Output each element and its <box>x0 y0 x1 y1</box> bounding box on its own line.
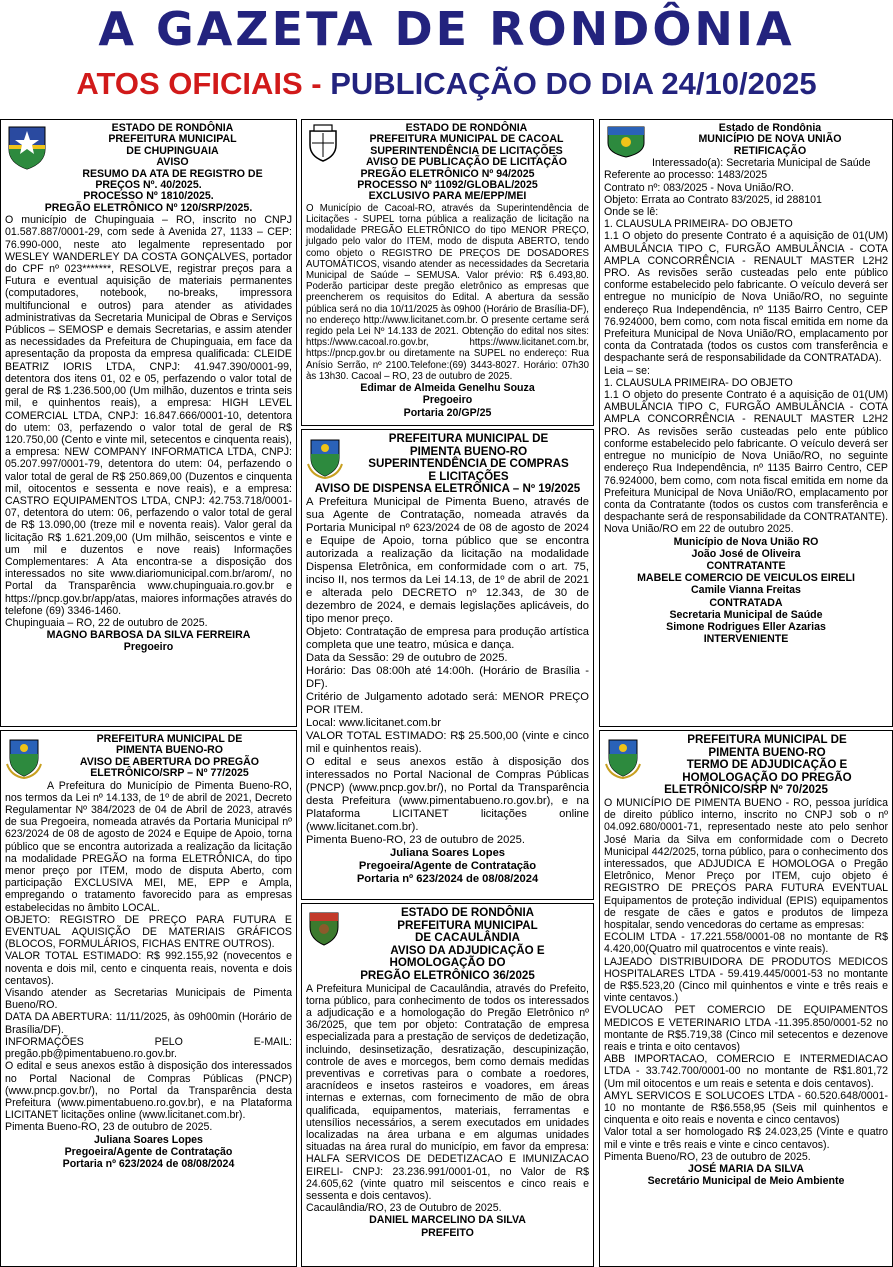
pimenta-dispensa-signature-portaria: Portaria nº 623/2024 de 08/08/2024 <box>356 872 539 885</box>
cacoal-header-1: ESTADO DE RONDÔNIA <box>405 122 528 134</box>
chupinguaia-header-3: DE CHUPINGUAIA <box>126 144 219 157</box>
nova-uniao-clause-title-2: 1. CLAUSULA PRIMEIRA- DO OBJETO <box>604 376 793 389</box>
cacoal-header-4: AVISO DE PUBLICAÇÃO DE LICITAÇÃO <box>366 156 567 169</box>
nova-uniao-sig-7: Secretaria Municipal de Saúde <box>669 608 823 621</box>
pimenta-termo-para-6: AMYL SERVICOS E SOLUCOES LTDA - 60.520.648/0001-10 no montante de R$6.558,95 (Seis mil quinhentos e cinquenta e oito reais e noventa e cinco centavos) <box>604 1089 888 1127</box>
pimenta-pregao-para-5: DATA DA ABERTURA: 11/11/2025, às 09h00min (Horário de Brasília/DF). <box>5 1011 292 1036</box>
pimenta-termo-header-2: PIMENTA BUENO-RO <box>708 745 826 759</box>
nova-uniao-header-1: Estado de Rondônia <box>718 122 822 134</box>
pimenta-dispensa-para-2: Objeto: Contratação de empresa para produção artística completa que une teatro, música e dança. <box>306 625 589 651</box>
pimenta-pregao-signature-role: Pregoeira/Agente de Contratação <box>64 1145 233 1158</box>
nova-uniao-clause-title: 1. CLAUSULA PRIMEIRA- DO OBJETO <box>604 218 793 231</box>
pimenta-bueno-coat-of-arms-icon <box>5 734 43 780</box>
cacoal-header-6: PROCESSO Nº 11092/GLOBAL/2025 <box>357 179 538 192</box>
chupinguaia-signature-role: Pregoeiro <box>123 641 174 654</box>
pimenta-termo-para-8: Pimenta Bueno/RO, 23 de outubro de 2025. <box>604 1150 811 1163</box>
nova-uniao-line-4: Objeto: Errata ao Contrato 83/2025, id 288101 <box>604 193 822 206</box>
pimenta-dispensa-para-7: VALOR TOTAL ESTIMADO: R$ 25.500,00 (vinte e cinco mil e quinhentos reais). <box>306 729 589 755</box>
pimenta-termo-signature-role: Secretário Municipal de Meio Ambiente <box>647 1175 845 1188</box>
pimenta-pregao-para-4: Visando atender as Secretarias Municipais de Pimenta Bueno/RO. <box>5 987 292 1012</box>
nova-uniao-line-5: Onde se lê: <box>604 206 659 219</box>
nova-uniao-clause-text-2: 1.1 O objeto do presente Contrato é a aquisição de 01(UM) AMBULÂNCIA TIPO C, FURGÃO AMBULÂNCIA - COTA AMPLA CONCORRÊNCIA - RENAULT MASTER L2H2 PRO. As revisões serão custeadas pelo ente público conforme estabelecido pelo fabricante. O veículo deverá ser entregue no município de Nova União/RO, no seguinte endereço Rua Independência, nº 1135 Bairro Centro, CEP 76.924000, bem como, com nota fiscal emitida em nome da Prefeitura Municipal de Nova União/RO, emplacamento por conta da Contratante (todos os custos com transferência e despachante será de responsabilidade da CONTRATANTE). <box>604 389 889 524</box>
cacaulandia-header-3: DE CACAULÂNDIA <box>415 931 520 945</box>
pimenta-dispensa-header-2: PIMENTA BUENO-RO <box>409 444 528 458</box>
chupinguaia-header-5: RESUMO DA ATA DE REGISTRO DE <box>82 167 263 180</box>
cacoal-signature-name: Edimar de Almeida Genelhu Souza <box>360 382 535 395</box>
cacoal-signature-role: Pregoeiro <box>422 394 473 407</box>
cacaulandia-body: A Prefeitura Municipal de Cacaulândia, através do Prefeito, torna público, para conhecimento de todos os interessados a adjudicação e a homologação do Pregão Eletrônico nº 36/2025, que tem por objeto: Contratação de empresa especializada para a prestação de serviços de dedetização, incluindo, desinsetização, desratização, descupinização, controle de aves e morcegos, bem como demais medidas preventivas e corretivas para o combate a roedores, aracnídeos e insetos rasteiros e voadores, em áreas internas e externas, com fornecimento de mão de obra qualificada, equipamentos, materiais, ferramentas e utensílios necessários, a serem executados em unidades localizadas na área urbana e em algumas unidades situadas na área rural do município, em favor da empresa: HALFA SERVICOS DE DEDETIZACAO E IMUNIZACAO EIRELI- CNPJ: 23.236.991/0001-01, no Valor de R$ 24.605,62 (vinte quatro mil seiscentos e cinco reais e sessenta e dois centavos). <box>306 982 589 1203</box>
nova-uniao-header-3: RETIFICAÇÃO <box>733 144 807 157</box>
pimenta-dispensa-header-5: AVISO DE DISPENSA ELETRÔNICA – Nº 19/2025 <box>314 482 581 496</box>
pimenta-termo-header-4: HOMOLOGAÇÃO DO PREGÃO <box>682 770 852 784</box>
pimenta-termo-header-3: TERMO DE ADJUDICAÇÃO E <box>686 758 848 772</box>
nova-uniao-clause-text: 1.1 O objeto do presente Contrato é a aquisição de 01(UM) AMBULÂNCIA TIPO C, FURGÃO AMBULÂNCIA - COTA AMPLA CONCORRÊNCIA - RENAULT MASTER L2H2 PRO. As revisões serão custeadas pelo ente público conforme estabelecido pelo fabricante. O veículo deverá ser entregue no município de Nova União/RO, no seguinte endereço Rua Independência, nº 1135 Bairro Centro, CEP 76.924000, bem como, com nota fiscal emitida em nome da Prefeitura Municipal de Nova União/RO, emplacamento por conta da Contratada (todos os custos com transferência e despachante será de responsabilidade da CONTRATADA). <box>604 230 888 365</box>
cacaulandia-header-4: AVISO DA ADJUDICAÇÃO E HOMOLOGAÇÃO DO <box>389 943 545 970</box>
publication-date-label: PUBLICAÇÃO DO DIA 24/10/2025 <box>330 66 817 101</box>
pimenta-pregao-para-1: A Prefeitura do Município de Pimenta Bueno-RO, nos termos da Lei nº 14.133, de 1º de abril de 2021, Decreto Regulamentar Nº 384/2023 de 04 de Abril de 2023, através de sua Pregoeira, nomeada através da Portaria Municipal nº 623/2024 de 08 de agosto de 2024 e Equipe de Apoio, torna público que se encontra autorizada a realização da licitação na modalidade PREGÃO na forma ELETRÔNICA, do tipo menor preço por ITEM, modo de disputa Aberto, com participação EXCLUSIVA MEI, ME, EPP e Ampla, empregando o tratamento favorecido para as empresas estabelecidas no âmbito LOCAL. <box>5 779 292 914</box>
chupinguaia-signature-name: MAGNO BARBOSA DA SILVA FERREIRA <box>46 629 251 642</box>
cacoal-header-3: SUPERINTENDÊNCIA DE LICITAÇÕES <box>370 144 563 157</box>
cacaulandia-header-5: PREGÃO ELETRÔNICO 36/2025 <box>360 968 535 982</box>
pimenta-pregao-signature-name: Juliana Soares Lopes <box>94 1133 203 1146</box>
rondonia-star-emblem-icon <box>5 123 49 171</box>
pimenta-dispensa-para-8: O edital e seus anexos estão à disposição dos interessados no Portal Nacional de Compras Públicas (PNCP) (www.pncp.gov.br/), no Portal da Transparência desta Prefeitura (www.pimentabueno.ro.gov.br), e na Plataforma LICITANET licitações online (www.licitanet.com.br). <box>306 755 589 833</box>
nova-uniao-leia: Leia – se: <box>604 364 650 377</box>
notice-pimenta-dispensa <box>301 429 594 900</box>
chupinguaia-header-6: PREÇOS Nº. 40/2025. <box>95 179 202 192</box>
chupinguaia-header-2: PREFEITURA MUNICIPAL <box>108 133 237 146</box>
cacaulandia-header-2: PREFEITURA MUNICIPAL <box>397 918 538 932</box>
cacoal-header-5: PREGÃO ELETRÔNICO Nº 94/2025 <box>360 167 535 180</box>
cacoal-header-2: PREFEITURA MUNICIPAL DE CACOAL <box>369 133 564 146</box>
cacoal-signature-portaria: Portaria 20/GP/25 <box>403 406 492 419</box>
nova-uniao-line-1: Interessado(a): Secretaria Municipal de Saúde <box>652 157 871 170</box>
nova-uniao-coat-of-arms-icon <box>604 123 648 159</box>
edition-subtitle <box>0 66 893 102</box>
notice-pimenta-pregao <box>0 730 297 1267</box>
nova-uniao-sig-1: Município de Nova União RO <box>673 535 819 548</box>
chupinguaia-body: O município de Chupinguaia – RO, inscrito no CNPJ 01.587.887/0001-29, com sede à Avenida 27, 1133 – CEP: 76.990-000, neste ato legalmente representado por WESLEY WANDERLEY DA COSTA GONÇALVES, portador do CPF nº 023*******, RESOLVE, registrar preços para a Futura e eventual aquisição de materiais permanentes (computadores, notebook, no-breaks, impressora multifuncional e outros) para atender as atividades administrativas da Secretaria Municipal de Obras e Serviços Públicos – SEMOSP e demais Secretarias, e assim atender as necessidades da Prefeitura de Chupinguaia, em face da apresentação da proposta da empresa qualificada: CLEIDE BEATRIZ IORIS LTDA, CNPJ: 41.947.390/0001-99, detentora dos itens 01, 02 e 05, perfazendo o valor total de geral de R$ 1.236.500,00 (Um milhão, duzentos e trinta seis mil, e quinhentos reais), a empresa: HIGH LEVEL COMERCIAL LTDA, CNPJ: 16.847.666/0001-10, detentora do utem: 03, perfazendo o valor total de geral de R$ 120.750,00 (Cento e vinte mil, setecentos e cinquenta reais), a empresa: NEW COMPANY INFORMATICA LTDA, CNPJ: 05.207.997/0001-79, detentora do utem: 04, perfazendo o valor total de geral de R$ 250.869,00 (Duzentos e cinquenta mil, oitocentos e sessenta e nove reais), e a empresa: CASTRO EQUIPAMENTOS LTDA, CNPJ: 42.753.718/0001-07, detentora do utem: 06, perfazendo o valor total de geral de R$ 13.090,00 (treze mil e noventa reais). Valor geral da licitação R$ 1.621.209,00 (Um milhão, seiscentos e vinte e um mil e duzentos e nove reais) Informações Complementares: A Ata encontra-se a disposição dos interessados no site www.diariomunicipal.com.br/arom/, no Portal da Transparência www.chupinguaia.ro.gov.br e https://pncp.gov.br/app/atas, maiores informações através do telefone (69) 3346-1460. <box>5 214 292 617</box>
pimenta-termo-para-1: O MUNICÍPIO DE PIMENTA BUENO - RO, pessoa jurídica de direito público interno, inscrito no CNPJ sob o nº 04.092.680/0001-71, representado neste ato pelo senhor José Maria da Silva em conformidade com o Decreto Municipal 442/2025, torna público, para o conhecimento dos interessados, que ADJUDICA E HOMOLOGA o Pregão Eletrônico, Menor Preço por ITEM, cujo objeto é REGISTRO DE PREÇOS PARA FUTURA EVENTUAL Equipamentos de proteção individual (EPIS) equipamentos de resgate de cães e gatos e produtos de limpeza hospitalar, sendo vencedoras do certame as empresas: <box>604 796 888 931</box>
pimenta-dispensa-para-9: Pimenta Bueno-RO, 23 de outubro de 2025. <box>306 833 525 846</box>
pimenta-dispensa-para-5: Critério de Julgamento adotado será: MENOR PREÇO POR ITEM. <box>306 690 589 716</box>
pimenta-dispensa-para-4: Horário: Das 08:00h até 14:00h. (Horário de Brasília - DF). <box>306 664 589 690</box>
nova-uniao-sig-6: CONTRATADA <box>709 596 783 609</box>
pimenta-termo-header-5: ELETRÔNICO/SRP Nº 70/2025 <box>664 783 828 797</box>
pimenta-termo-signature-name: JOSÉ MARIA DA SILVA <box>688 1163 804 1176</box>
cacoal-coat-of-arms-icon <box>306 123 340 163</box>
newspaper-title: A GAZETA DE RONDÔNIA <box>98 2 795 56</box>
pimenta-pregao-para-2: OBJETO: REGISTRO DE PREÇO PARA FUTURA E EVENTUAL AQUISIÇÃO DE MATERIAIS GRÁFICOS (BLOCOS, FORMULÁRIOS, FICHAS ENTRE OUTROS). <box>5 913 292 951</box>
cacaulandia-signature-name: DANIEL MARCELINO DA SILVA <box>369 1214 526 1227</box>
notice-chupinguaia <box>0 119 297 727</box>
pimenta-dispensa-signature-role: Pregoeira/Agente de Contratação <box>358 859 537 872</box>
nova-uniao-header-2: MUNICÍPIO DE NOVA UNIÃO <box>698 133 842 146</box>
notice-cacaulandia <box>301 903 594 1267</box>
masthead <box>0 0 893 118</box>
pimenta-pregao-header-3: AVISO DE ABERTURA DO PREGÃO <box>79 755 260 768</box>
nova-uniao-sig-5: Camile Vianna Freitas <box>691 584 801 597</box>
nova-uniao-date: Nova União/RO em 22 de outubro 2025. <box>604 523 794 536</box>
chupinguaia-header-7: PROCESSO Nº 1810/2025. <box>83 190 214 203</box>
nova-uniao-sig-9: INTERVENIENTE <box>703 633 789 646</box>
chupinguaia-header-1: ESTADO DE RONDÔNIA <box>111 122 234 134</box>
pimenta-dispensa-header-1: PREFEITURA MUNICIPAL DE <box>388 432 549 445</box>
pimenta-pregao-para-6: INFORMAÇÕES PELO E-MAIL: pregão.pb@pimentabueno.ro.gov.br. <box>5 1035 292 1061</box>
pimenta-termo-header-1: PREFEITURA MUNICIPAL DE <box>687 733 847 746</box>
pimenta-dispensa-header-4: E LICITAÇÕES <box>428 469 509 483</box>
pimenta-pregao-para-8: Pimenta Bueno-RO, 23 de outubro de 2025. <box>5 1121 213 1134</box>
pimenta-pregao-signature-portaria: Portaria nº 623/2024 de 08/08/2024 <box>62 1157 235 1170</box>
pimenta-pregao-header-4: ELETRÔNICO/SRP – Nº 77/2025 <box>90 767 249 780</box>
cacaulandia-coat-of-arms-icon <box>306 907 342 947</box>
nova-uniao-sig-8: Simone Rodrigues Eller Azarias <box>666 620 826 633</box>
notice-pimenta-termo <box>599 730 893 1267</box>
notice-cacoal <box>301 119 594 426</box>
cacaulandia-date: Cacaulândia/RO, 23 de Outubro de 2025. <box>306 1202 502 1215</box>
pimenta-bueno-coat-of-arms-icon <box>306 433 344 481</box>
cacoal-body: O Município de Cacoal-RO, através da Superintendência de Licitações - SUPEL torna pública a realização de licitação na modalidade PREGÃO ELETRÔNICO do tipo MENOR PREÇO, julgado pelo valor do ITEM, modo de disputa ABERTO, tendo como objeto o REGISTRO DE PREÇOS DE DOSADORES AUTOMÁTICOS, visando atender as necessidades da Secretaria Municipal de Saúde – SEMUSA. Valor prévio: R$ 6.493,80. Poderão participar deste pregão eletrônico as empresas que preencherem os requisitos do Edital. A abertura da sessão pública será no dia 10/11/2025 às 09h00 (Horário de Brasília-DF), no endereço http://www.licitanet.com.br. O presente certame será regido pela Lei Nº 14.133 de 2021. Obtenção do edital nos sites: https://www.cacoal.ro.gov.br, https://www.licitanet.com.br, https://pncp.gov.br ou diretamente na SUPEL no endereço: Rua Anísio Serrão, nº 2100.Telefone:(69) 3443-8027. Horário: 07h30 às 13h30. Cacoal – RO, 23 de outubro de 2025. <box>306 202 589 382</box>
nova-uniao-line-3: Contrato nº: 083/2025 - Nova União/RO. <box>604 181 794 194</box>
chupinguaia-date: Chupinguaia – RO, 22 de outubro de 2025. <box>5 616 208 629</box>
pimenta-pregao-para-3: VALOR TOTAL ESTIMADO: R$ 992.155,92 (novecentos e noventa e dois mil, cento e cinquenta reais, noventa e dois centavos). <box>5 950 292 987</box>
pimenta-termo-para-3: LAJEADO DISTRIBUIDORA DE PRODUTOS MEDICOS HOSPITALARES LTDA - 59.419.445/0001-53 no montante de R$5.523,20 (Cinco mil quinhentos e vinte e três reais e vinte centavos.) <box>604 955 888 1005</box>
pimenta-termo-para-2: ECOLIM LTDA - 17.221.558/0001-08 no montante de R$ 4.420,00(Quatro mil quatrocentos e vinte reais). <box>604 931 888 956</box>
notice-nova-uniao <box>599 119 893 727</box>
pimenta-dispensa-signature-name: Juliana Soares Lopes <box>389 846 506 859</box>
cacaulandia-header-1: ESTADO DE RONDÔNIA <box>400 906 535 919</box>
pimenta-dispensa-header-3: SUPERINTENDÊNCIA DE COMPRAS <box>368 457 569 471</box>
pimenta-dispensa-para-1: A Prefeitura Municipal de Pimenta Bueno, através de sua Agente de Contratação, nomeada através da Portaria Municipal nº 623/2024 de 08 de agosto de 2024 e Equipe de Apoio, torna público que se encontra autorizada a realização da licitação na modalidade Dispensa Eletrônica, em conformidade com o art. 75, inciso II, nos termos da Lei 14.13, de 1º de abril de 2021 e alterada pelo DECRETO nº 12.343, de 30 de dezembro de 2024, e demais legislações aplicáveis, do tipo menor preço. <box>306 495 589 625</box>
chupinguaia-header-4: AVISO <box>156 156 189 169</box>
cacaulandia-signature-role: PREFEITO <box>421 1226 474 1239</box>
pimenta-pregao-para-7: O edital e seus anexos estão à disposição dos interessados no Portal Nacional de Compras Públicas (PNCP) (www.pncp.gov.br/), no Portal da Transparência desta Prefeitura (www.pimentabueno.ro.gov.br), e na Plataforma LICITANET licitações online (www.licitanet.com.br). <box>5 1060 292 1122</box>
pimenta-termo-para-4: EVOLUCAO PET COMERCIO DE EQUIPAMENTOS MEDICOS E VETERINARIO LTDA -11.395.850/0001-52 no montante de R$5.719,38 (Cinco mil setecentos e dezenove reais e trinta e oito centavos) <box>604 1004 888 1054</box>
nova-uniao-sig-3: CONTRATANTE <box>706 559 786 572</box>
cacoal-header-7: EXCLUSIVO PARA ME/EPP/MEI <box>368 190 527 203</box>
pimenta-dispensa-para-6: Local: www.licitanet.com.br <box>306 716 441 729</box>
nova-uniao-line-2: Referente ao processo: 1483/2025 <box>604 169 768 182</box>
pimenta-termo-para-7: Valor total a ser homologado R$ 24.023,25 (Vinte e quatro mil e vinte e três reais e vinte e cinco centavos). <box>604 1126 888 1151</box>
subtitle-separator: - <box>302 66 331 101</box>
pimenta-pregao-header-1: PREFEITURA MUNICIPAL DE <box>96 733 243 745</box>
chupinguaia-header-8: PREGÃO ELETRÔNICO Nº 120/SRP/2025. <box>44 201 253 214</box>
nova-uniao-sig-4: MABELE COMERCIO DE VEICULOS EIRELI <box>637 572 855 585</box>
atos-oficiais-label: ATOS OFICIAIS <box>76 66 303 101</box>
nova-uniao-sig-2: João José de Oliveira <box>691 547 801 560</box>
pimenta-dispensa-para-3: Data da Sessão: 29 de outubro de 2025. <box>306 651 508 664</box>
pimenta-pregao-header-2: PIMENTA BUENO-RO <box>115 744 224 757</box>
pimenta-termo-para-5: ABB IMPORTACAO, COMERCIO E INTERMEDIACAO LTDA - 33.742.700/0001-00 no montante de R$1.801,72 (Um mil oitocentos e um reais e setenta e dois centavos). <box>604 1053 888 1090</box>
pimenta-bueno-coat-of-arms-icon <box>604 734 642 780</box>
